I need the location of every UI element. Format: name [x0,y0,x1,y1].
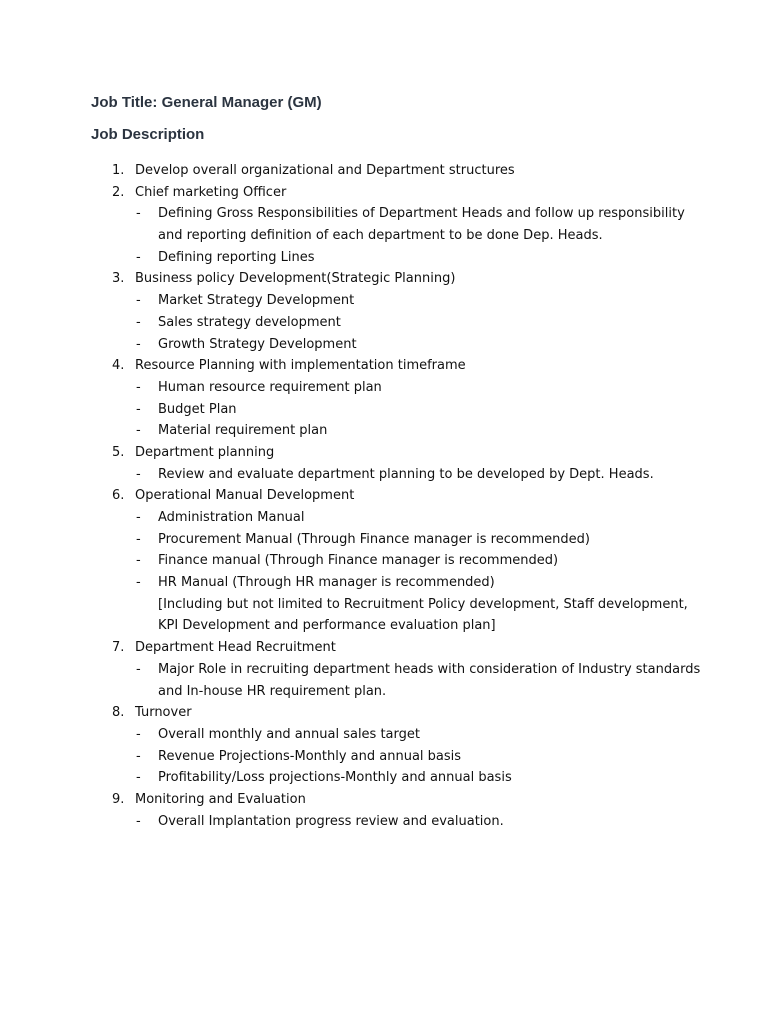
list-item-text: Chief marketing Officer [135,184,287,200]
sub-item-text: KPI Development and performance evaluation plan] [158,618,496,634]
sub-item-row [0,767,768,789]
list-item [0,702,768,789]
list-item-text: Operational Manual Development [135,488,355,504]
sub-item-text: Sales strategy development [158,314,341,330]
sub-item-row [0,507,768,529]
section-heading: Job Description [91,126,205,143]
list-item-number: 9. [112,791,125,807]
sub-item-text: Defining Gross Responsibilities of Department Heads and follow up responsibility [158,206,685,222]
dash-bullet: - [136,748,141,764]
dash-bullet: - [136,314,141,330]
list-item-number: 5. [112,444,125,460]
list-item-number: 3. [112,271,125,287]
list-item-row [0,485,768,507]
list-item-number: 6. [112,488,125,504]
sub-item-text: Finance manual (Through Finance manager is recommended) [158,553,559,569]
dash-bullet: - [136,401,141,417]
sub-item-text: Defining reporting Lines [158,249,315,265]
sub-item-continuation [0,615,768,637]
list-item-text: Turnover [135,705,192,721]
dash-bullet: - [136,249,141,265]
list-item-row [0,182,768,204]
dash-bullet: - [136,336,141,352]
list-item-number: 4. [112,358,125,374]
list-item-text: Department Head Recruitment [135,640,336,656]
sub-item-text: Market Strategy Development [158,293,355,309]
list-item-row [0,160,768,182]
list-item [0,182,768,269]
sub-item-text: Review and evaluate department planning to be developed by Dept. Heads. [158,466,654,482]
sub-item-text: Profitability/Loss projections-Monthly and annual basis [158,770,512,786]
sub-item-row [0,529,768,551]
list-item [0,268,768,355]
sub-item-row [0,420,768,442]
list-item-number: 1. [112,163,125,178]
list-item-row [0,268,768,290]
sub-item-row [0,290,768,312]
sub-item-text: HR Manual (Through HR manager is recommended) [158,575,495,591]
list-item [0,442,768,485]
list-item-text: Develop overall organizational and Department structures [135,163,515,178]
sub-item-row [0,724,768,746]
sub-item-row [0,811,768,833]
sub-item-continuation [0,681,768,703]
list-item [0,355,768,442]
sub-item-text: Major Role in recruiting department heads with consideration of Industry standards [158,661,701,677]
sub-item-text: Overall Implantation progress review and evaluation. [158,813,504,829]
list-item-text: Business policy Development(Strategic Planning) [135,271,456,287]
sub-item-row [0,659,768,681]
sub-item-row [0,746,768,768]
list-item [0,160,768,182]
dash-bullet: - [136,726,141,742]
list-item [0,789,768,832]
sub-item-row [0,334,768,356]
sub-item-text: Administration Manual [158,510,305,525]
dash-bullet: - [136,575,141,591]
sub-item-text: Overall monthly and annual sales target [158,726,420,742]
list-item-row [0,789,768,811]
list-item-row [0,355,768,377]
list-item-row [0,702,768,724]
sub-item-row [0,377,768,399]
dash-bullet: - [136,423,141,439]
sub-item-text: and In-house HR requirement plan. [158,683,387,699]
sub-item-row [0,464,768,486]
sub-item-continuation [0,225,768,247]
list-item-row [0,442,768,464]
sub-item-row [0,399,768,421]
list-item-text: Resource Planning with implementation timeframe [135,358,466,374]
list-item-number: 7. [112,640,125,656]
list-item [0,485,768,637]
sub-item-text: Budget Plan [158,401,237,417]
dash-bullet: - [136,661,141,677]
dash-bullet: - [136,206,141,222]
sub-item-text: and reporting definition of each department to be done Dep. Heads. [158,228,603,244]
sub-item-text: Material requirement plan [158,423,328,439]
sub-item-row [0,550,768,572]
list-item-number: 2. [112,184,125,200]
dash-bullet: - [136,813,141,829]
dash-bullet: - [136,293,141,309]
sub-item-row [0,312,768,334]
dash-bullet: - [136,466,141,482]
list-item-number: 8. [112,705,125,721]
sub-item-text: Procurement Manual (Through Finance manager is recommended) [158,531,590,547]
duty-list [0,160,768,832]
job-title-line [91,94,322,111]
job-title-value: General Manager (GM) [161,94,322,111]
sub-item-continuation [0,594,768,616]
job-title-label: Job Title: [91,94,158,111]
dash-bullet: - [136,531,141,547]
dash-bullet: - [136,510,141,525]
sub-item-row [0,572,768,594]
sub-item-text: [Including but not limited to Recruitment Policy development, Staff development, [158,596,688,612]
list-item-row [0,637,768,659]
list-item [0,637,768,702]
sub-item-text: Revenue Projections-Monthly and annual basis [158,748,462,764]
sub-item-text: Human resource requirement plan [158,379,382,395]
sub-item-row [0,247,768,269]
list-item-text: Monitoring and Evaluation [135,791,306,807]
dash-bullet: - [136,379,141,395]
sub-item-row [0,203,768,225]
list-item-text: Department planning [135,444,275,460]
dash-bullet: - [136,770,141,786]
dash-bullet: - [136,553,141,569]
sub-item-text: Growth Strategy Development [158,336,357,352]
